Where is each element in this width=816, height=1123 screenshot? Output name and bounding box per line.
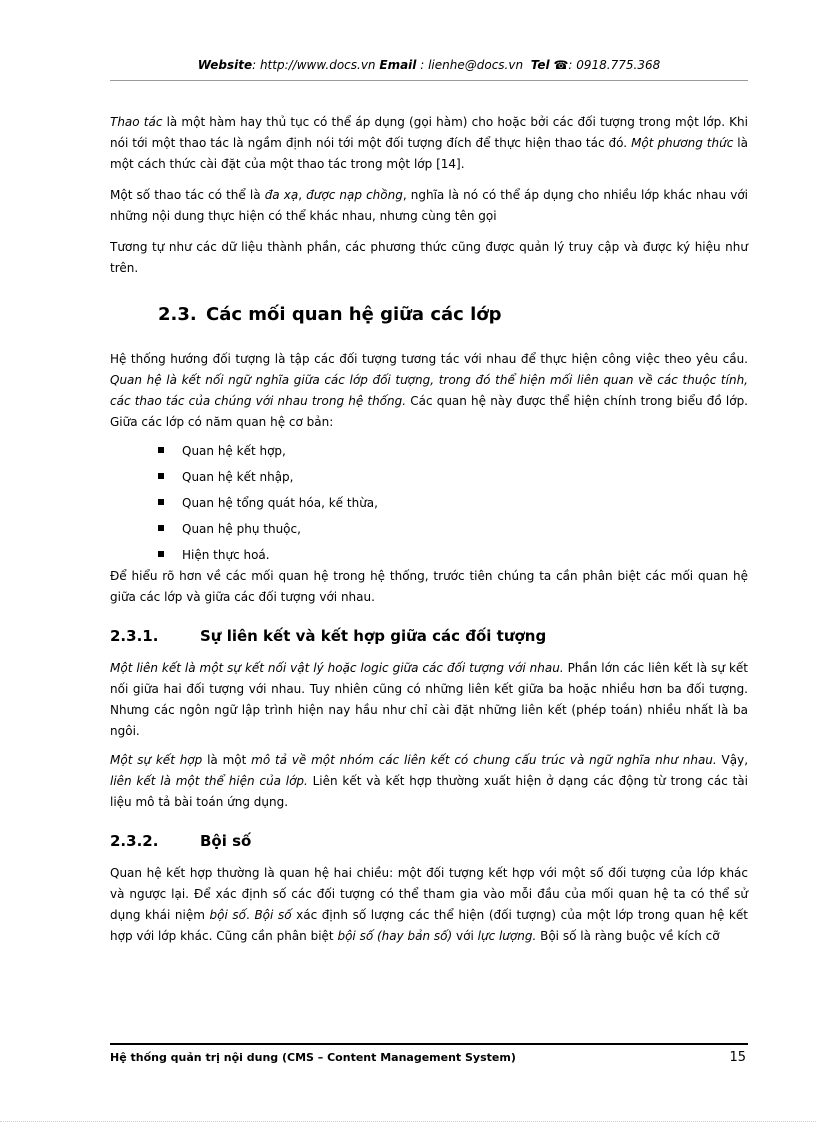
website-value: : http://www.docs.vn [252, 58, 376, 72]
list-item: Quan hệ kết hợp, [110, 441, 748, 467]
section-heading: 2.3. Các mối quan hệ giữa các lớp [158, 304, 502, 325]
tel-value: : 0918.775.368 [568, 58, 661, 72]
header-divider [110, 80, 748, 81]
paragraph-polymorphism: Một số thao tác có thể là đa xạ, được nạp chồng, nghĩa là nó có thể áp dụng cho nhiều lớp khác nhau với những nội dung thực hiện có thể khác nhau, nhưng cùng tên gọi [110, 188, 748, 223]
website-label: Website [197, 58, 253, 72]
list-item: Quan hệ tổng quát hóa, kế thừa, [110, 493, 748, 519]
term-operation: Thao tác [110, 115, 163, 129]
email-label: Email [379, 58, 417, 72]
page-number: 15 [729, 1050, 746, 1065]
relation-list [110, 441, 748, 566]
paragraph-operation: Thao tác là một hàm hay thủ tục có thể áp dụng (gọi hàm) cho hoặc bởi các đối tượng trong một lớp. Khi nói tới một thao tác là ngầm định nói tới một đối tượng đích để thực hiện thao tác đó. Một phương thức là một cách thức cài đặt của một thao tác trong một lớp [14]. [110, 115, 748, 171]
subsection-heading-multiplicity: 2.3.2. Bội số [110, 832, 252, 850]
paragraph-link: Một liên kết là một sự kết nối vật lý hoặc logic giữa các đối tượng với nhau. Phần lớn các liên kết là sự kết nối giữa hai đối tượng với nhau. Tuy nhiên cũng có những liên kết giữa ba hoặc nhiều hơn ba đối tượng. Nhưng các ngôn ngữ lập trình hiện nay hầu như chỉ cài đặt những liên kết (phép toán) nhiều nhất là ba ngôi. [110, 661, 748, 738]
email-value: : lienhe@docs.vn [420, 58, 524, 72]
subsection-heading-association: 2.3.1. Sự liên kết và kết hợp giữa các đối tượng [110, 627, 547, 645]
page-edge-divider [0, 1121, 816, 1122]
paragraph-members: Tương tự như các dữ liệu thành phần, các phương thức cũng được quản lý truy cập và được ký hiệu như trên. [110, 240, 748, 275]
paragraph-multiplicity: Quan hệ kết hợp thường là quan hệ hai chiều: một đối tượng kết hợp với một số đối tượng của lớp khác và ngược lại. Để xác định số các đối tượng có thể tham gia vào mỗi đầu của mối quan hệ ta có thể sử dụng khái niệm bội số. Bội số xác định số lượng các thể hiện (đối tượng) của một lớp trong quan hệ kết hợp với lớp khác. Cũng cần phân biệt bội số (hay bản số) với lực lượng. Bội số là ràng buộc về kích cỡ [110, 866, 748, 943]
list-item: Hiện thực hoá. [110, 545, 748, 566]
page-body [110, 112, 748, 947]
paragraph-association: Một sự kết hợp là một mô tả về một nhóm các liên kết có chung cấu trúc và ngữ nghĩa như nhau. Vậy, liên kết là một thể hiện của lớp. Liên kết và kết hợp thường xuất hiện ở dạng các động từ trong các tài liệu mô tả bài toán ứng dụng. [110, 753, 749, 809]
page-header [110, 58, 748, 72]
paragraph-distinguish: Để hiểu rõ hơn về các mối quan hệ trong hệ thống, trước tiên chúng ta cần phân biệt các mối quan hệ giữa các lớp và giữa các đối tượng với nhau. [110, 569, 748, 604]
term-method: Một phương thức [631, 136, 734, 150]
tel-label: Tel [530, 58, 550, 72]
footer-title: Hệ thống quản trị nội dung (CMS – Content Management System) [110, 1051, 516, 1064]
list-item: Quan hệ kết nhập, [110, 467, 748, 493]
footer-divider [110, 1043, 748, 1045]
list-item: Quan hệ phụ thuộc, [110, 519, 748, 545]
phone-icon: ☎ [553, 58, 569, 72]
paragraph-relations: Hệ thống hướng đối tượng là tập các đối tượng tương tác với nhau để thực hiện công việc theo yêu cầu. Quan hệ là kết nối ngữ nghĩa giữa các lớp đối tượng, trong đó thể hiện mối liên quan về các thuộc tính, các thao tác của chúng với nhau trong hệ thống. Các quan hệ này được thể hiện chính trong biểu đồ lớp. Giữa các lớp có năm quan hệ cơ bản: [110, 352, 748, 429]
